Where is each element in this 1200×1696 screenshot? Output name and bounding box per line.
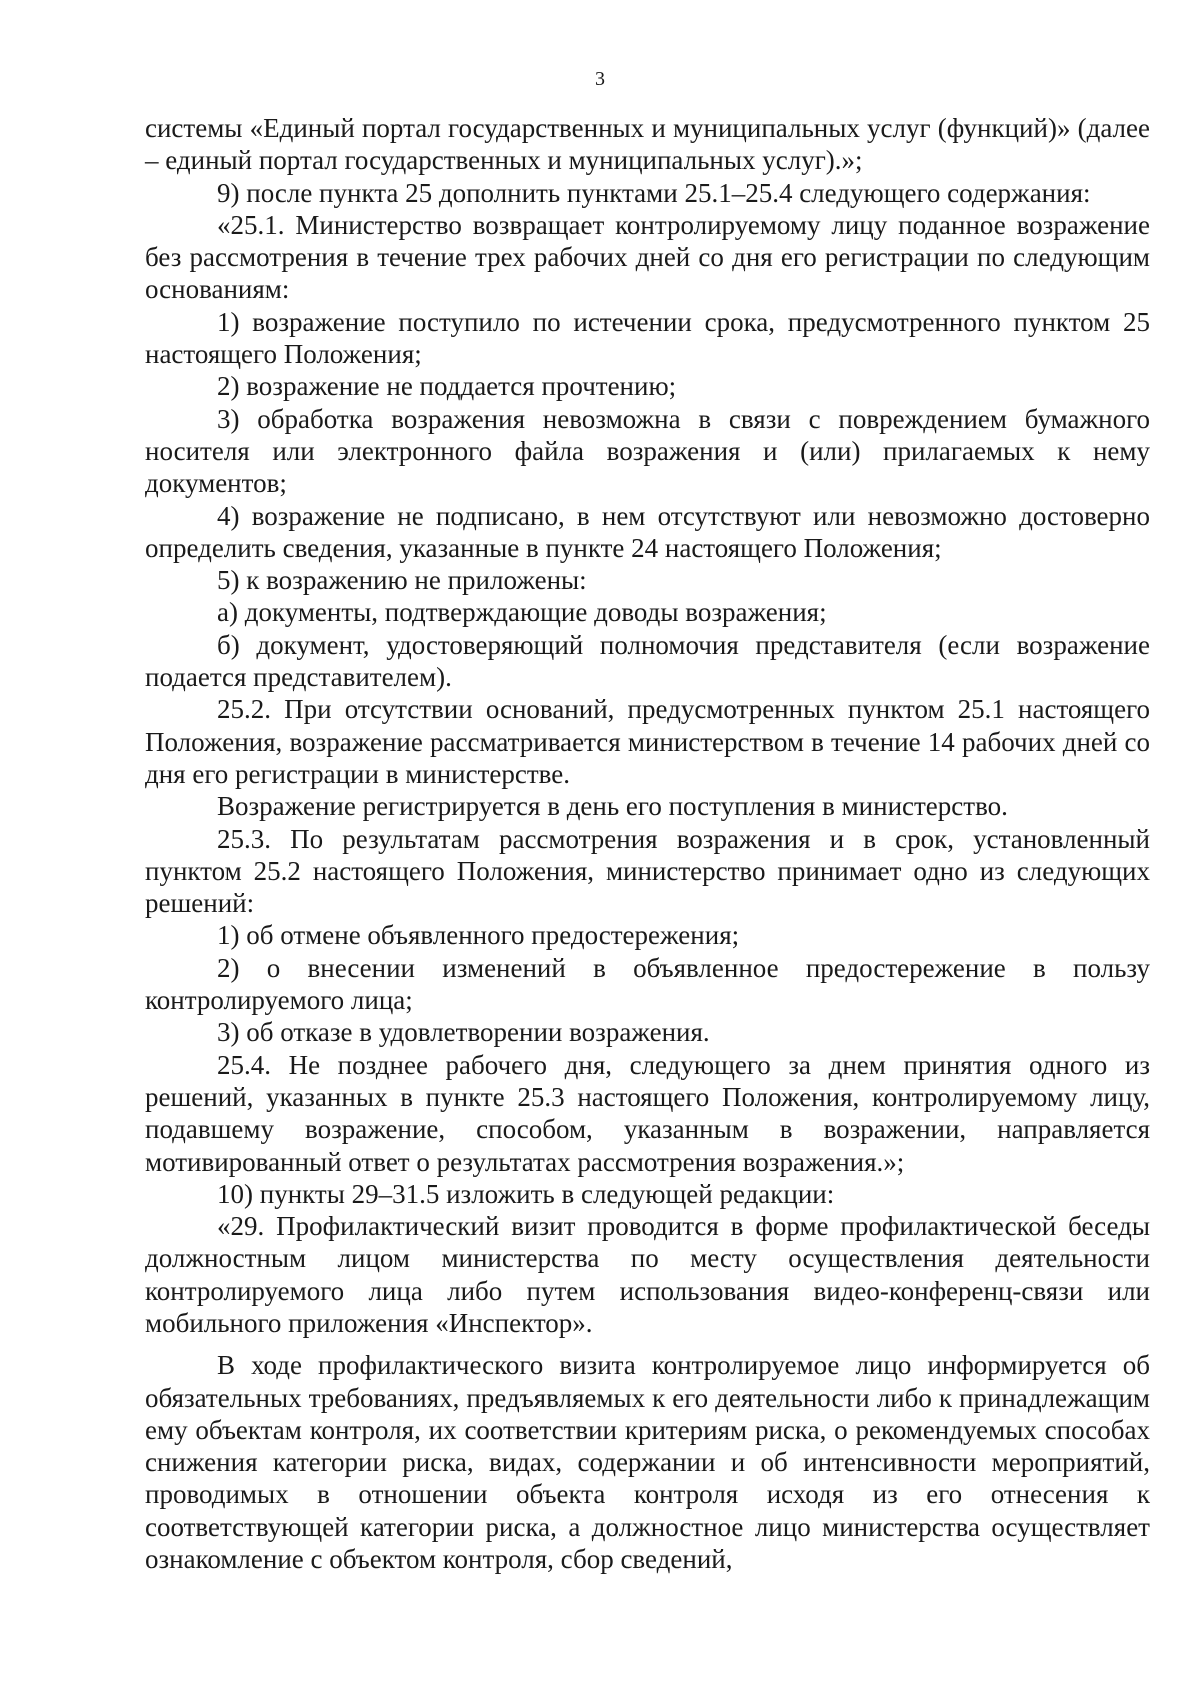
paragraph: 1) возражение поступило по истечении срока, предусмотренного пунктом 25 настоящего Положения;	[145, 306, 1150, 370]
page-number: 3	[595, 68, 605, 90]
paragraph: 25.3. По результатам рассмотрения возражения и в срок, установленный пунктом 25.2 настоящего Положения, министерство принимает одно из следующих решений:	[145, 823, 1150, 919]
paragraph: 4) возражение не подписано, в нем отсутствуют или невозможно достоверно определить сведения, указанные в пункте 24 настоящего Положения;	[145, 500, 1150, 563]
paragraph: 5) к возражению не приложены:	[217, 565, 587, 596]
paragraph: 3) об отказе в удовлетворении возражения.	[217, 1017, 710, 1048]
paragraph: 10) пункты 29–31.5 изложить в следующей редакции:	[217, 1178, 835, 1209]
paragraph: В ходе профилактического визита контролируемое лицо информируется об обязательных требованиях, предъявляемых к его деятельности либо к принадлежащим ему объектам контроля, их соответствии критериям риска, о рекомендуемых способах снижения категории риска, видах, содержании и об интенсивности мероприятий, проводимых в отношении объекта контроля исходя из его отнесения к соответствующей категории риска, а должностное лицо министерства осуществляет ознакомление с объектом контроля, сбор сведений,	[145, 1350, 1150, 1575]
paragraph: системы «Единый портал государственных и муниципальных услуг (функций)» (далее – единый портал государственных и муниципальных услуг).»;	[145, 113, 1150, 176]
paragraph: 25.2. При отсутствии оснований, предусмотренных пунктом 25.1 настоящего Положения, возражение рассматривается министерством в течение 14 рабочих дней со дня его регистрации в министерстве.	[145, 694, 1150, 789]
paragraph: «29. Профилактический визит проводится в форме профилактической беседы должностным лицом министерства по месту осуществления деятельности контролируемого лица либо путем использования видео-конференц-связи или мобильного приложения «Инспектор».	[145, 1211, 1150, 1338]
paragraph: 3) обработка возражения невозможна в связи с повреждением бумажного носителя или электронного файла возражения и (или) прилагаемых к нему документов;	[145, 403, 1150, 499]
paragraph: 2) возражение не поддается прочтению;	[217, 371, 677, 402]
paragraph: 1) об отмене объявленного предостережения;	[217, 920, 740, 951]
paragraph: 25.4. Не позднее рабочего дня, следующего за днем принятия одного из решений, указанных в пункте 25.3 настоящего Положения, контролируемому лицу, подавшему возражение, способом, указанным в возражении, направляется мотивированный ответ о результатах рассмотрения возражения.»;	[145, 1049, 1150, 1177]
paragraph: «25.1. Министерство возвращает контролируемому лицу поданное возражение без рассмотрения в течение трех рабочих дней со дня его регистрации по следующим основаниям:	[145, 209, 1150, 305]
paragraph: 9) после пункта 25 дополнить пунктами 25.1–25.4 следующего содержания:	[217, 177, 1091, 208]
paragraph: а) документы, подтверждающие доводы возражения;	[217, 597, 827, 628]
document-body	[145, 112, 1150, 1575]
paragraph: 2) о внесении изменений в объявленное предостережение в пользу контролируемого лица;	[145, 952, 1150, 1016]
paragraph: Возражение регистрируется в день его поступления в министерство.	[217, 791, 1008, 822]
paragraph: б) документ, удостоверяющий полномочия представителя (если возражение подается представителем).	[145, 629, 1150, 693]
